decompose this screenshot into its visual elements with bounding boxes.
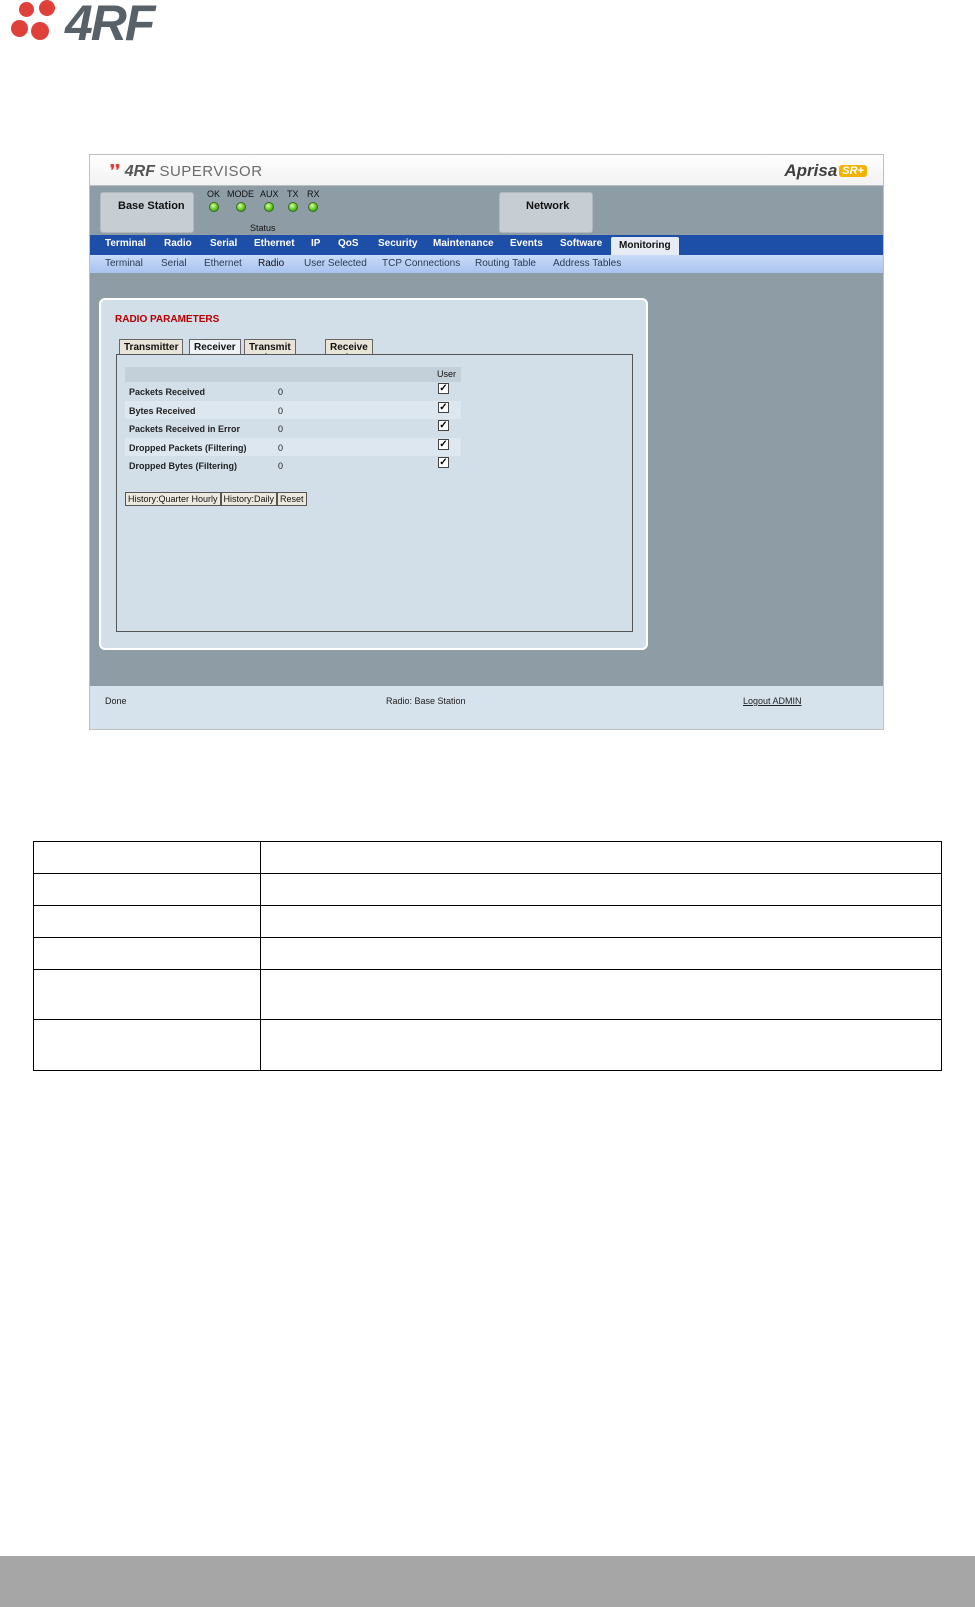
led-aux-icon [264,202,274,212]
row-label: Packets Received in Error [129,424,241,434]
subnav-routing-table[interactable]: Routing Table [475,258,536,269]
user-checkbox[interactable]: ✓ [439,438,448,450]
table-row [125,456,461,475]
table-row [34,970,942,1020]
nav-maintenance[interactable]: Maintenance [433,238,494,249]
status-label: Status [250,223,276,233]
logo-dots-icon: ❜❜ [110,163,121,180]
panel-title: RADIO PARAMETERS [115,314,220,325]
supervisor-logo [110,161,263,181]
user-checkbox[interactable]: ✓ [439,457,448,468]
subnav-terminal[interactable]: Terminal [105,258,143,269]
led-label: MODE [227,189,254,199]
led-ok-icon [209,202,219,212]
led-tx [287,189,299,212]
table-cell [261,842,942,874]
nav-qos[interactable]: QoS [338,238,359,249]
reset-button[interactable]: Reset [277,492,307,506]
nav-ip[interactable]: IP [311,238,321,249]
tab-transmitter[interactable]: Transmitter [119,339,183,355]
row-label: Bytes Received [129,405,196,416]
table-cell [34,938,261,970]
table-header [125,367,461,382]
logo-dots-icon [8,0,64,46]
nav-events[interactable]: Events [510,238,543,249]
supervisor-screenshot [89,154,884,730]
logout-link[interactable]: Logout ADMIN [743,696,802,706]
user-checkbox[interactable]: ✓ [439,401,448,413]
table-cell [261,874,942,906]
main-nav [90,235,883,255]
table-row [34,938,942,970]
row-label: Dropped Bytes (Filtering) [129,461,238,471]
nav-ethernet[interactable]: Ethernet [254,238,295,249]
tab-receiver[interactable]: Receiver [189,339,241,356]
product-badge: SR+ [839,165,867,177]
nav-radio[interactable]: Radio [164,238,192,249]
table-cell [34,874,261,906]
user-checkbox[interactable]: ✓ [439,383,448,394]
history-quarter-hourly-button[interactable]: History:Quarter Hourly [125,492,221,506]
supervisor-word: SUPERVISOR [159,163,263,180]
row-value: 0 [278,442,284,453]
subnav-serial[interactable]: Serial [161,258,187,269]
led-ok [207,189,220,212]
logo-text: 4RF [65,0,154,51]
subnav-radio[interactable]: Radio [258,258,285,269]
table-cell [261,970,942,1020]
base-station-box[interactable]: Base Station [100,192,194,233]
user-checkbox[interactable]: ✓ [439,420,448,431]
table-row [34,1020,942,1071]
table-cell [261,938,942,970]
row-value: 0 [278,387,284,397]
row-value: 0 [278,461,284,471]
table-cell [34,906,261,938]
table-row [125,438,461,457]
row-label: Packets Received [129,387,206,397]
table-row [125,401,461,420]
table-cell [261,1020,942,1071]
status-footer [90,686,883,730]
history-daily-button[interactable]: History:Daily [221,492,278,506]
network-box[interactable]: Network [499,192,593,233]
subnav-user-selected[interactable]: User Selected [304,258,367,269]
brand-text: 4RF [124,163,155,180]
led-label: OK [207,189,221,199]
table-cell [261,906,942,938]
led-tx-icon [288,202,298,212]
product-name: Aprisa [784,161,838,180]
led-aux [260,189,279,212]
led-label: TX [287,189,299,199]
row-value: 0 [278,424,284,434]
column-user: User [437,369,457,379]
row-value: 0 [278,405,284,416]
page-footer-band [0,1556,975,1607]
document-table [33,841,942,1071]
led-mode-icon [236,202,246,212]
row-label: Dropped Packets (Filtering) [129,442,247,453]
subnav-ethernet[interactable]: Ethernet [204,258,242,269]
status-radio: Radio: Base Station [386,696,466,706]
led-rx-icon [308,202,318,212]
led-label: AUX [260,189,279,199]
nav-terminal[interactable]: Terminal [105,238,146,249]
table-row [125,419,461,438]
tab-receive-path[interactable]: Receive [325,339,373,355]
table-cell [34,842,261,874]
subnav-address-tables[interactable]: Address Tables [553,258,622,269]
table-cell [34,1020,261,1071]
table-row [125,382,461,401]
nav-software[interactable]: Software [560,238,603,249]
subnav-tcp-connections[interactable]: TCP Connections [382,258,461,269]
nav-security[interactable]: Security [378,238,418,249]
supervisor-header [90,155,883,186]
product-logo [784,161,867,181]
receiver-tab-body [116,354,633,632]
led-label: RX [307,189,320,199]
nav-serial[interactable]: Serial [210,238,238,249]
table-row [34,906,942,938]
table-row [34,842,942,874]
radio-parameters-panel [99,298,648,650]
status-done: Done [105,696,127,706]
led-mode [227,189,254,212]
table-row [34,874,942,906]
tab-transmit-path[interactable]: Transmit [244,339,296,355]
receiver-table [125,367,461,475]
history-buttons [125,492,307,506]
company-logo [8,0,183,51]
table-cell [34,970,261,1020]
sub-nav [90,255,883,273]
nav-monitoring[interactable]: Monitoring [611,237,679,255]
led-rx [307,189,320,212]
